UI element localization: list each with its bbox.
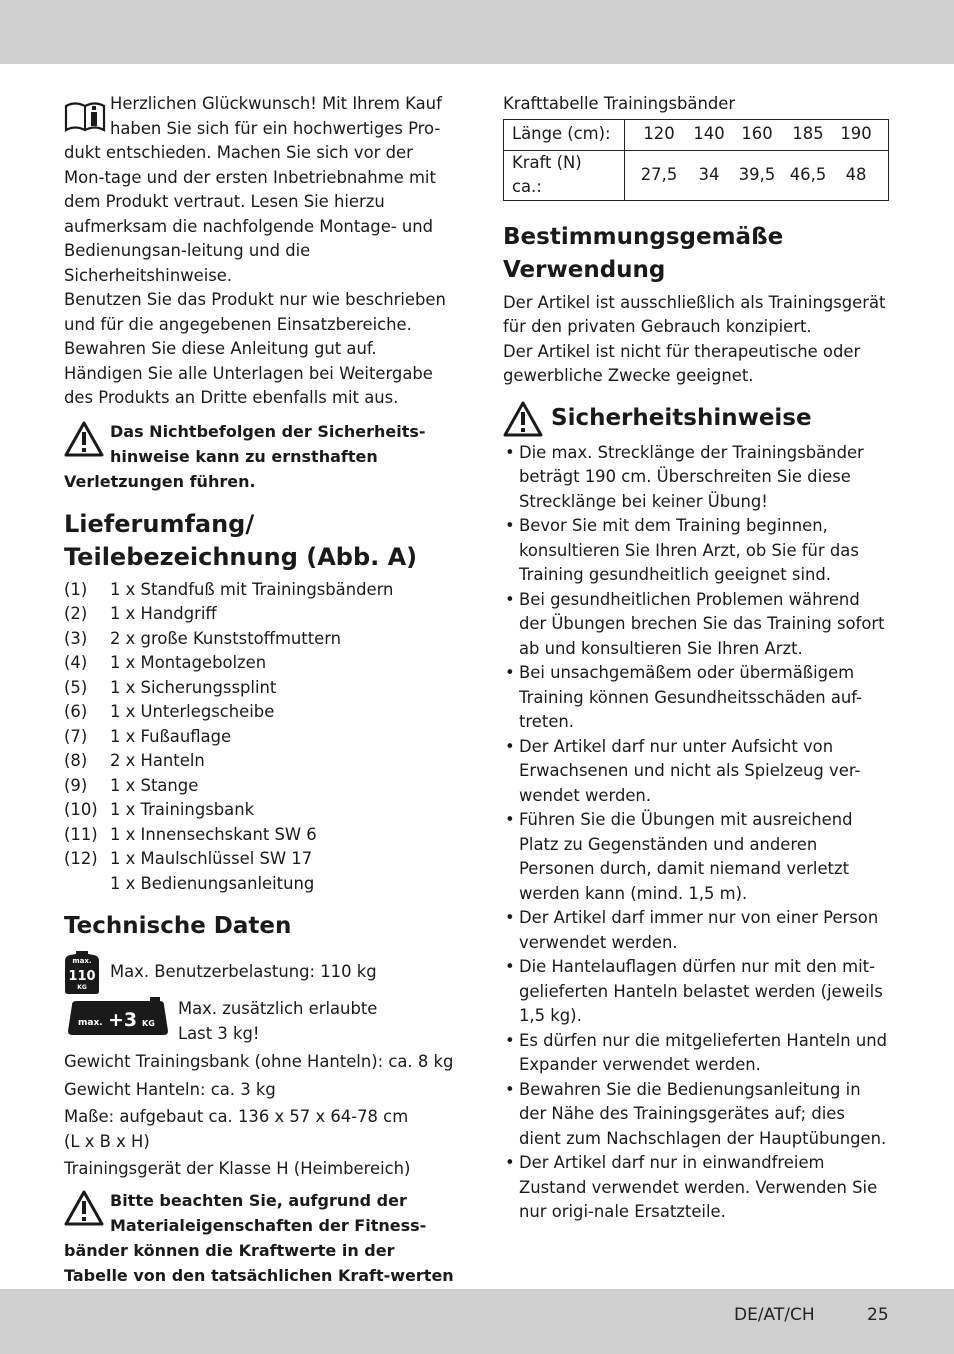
spec-line: Gewicht Hanteln: ca. 3 kg	[64, 1079, 276, 1099]
part-text: 1 x Trainingsbank	[110, 800, 255, 819]
part-number: (10)	[64, 800, 98, 819]
parts-list	[64, 578, 456, 897]
intro-warning-text: Das Nichtbefolgen der Sicherheits-hinweise kann zu ernsthaften Verletzungen führen.	[64, 421, 426, 491]
kraft-values-cell	[625, 150, 889, 200]
list-item	[64, 578, 456, 603]
weight-limit-icon	[64, 949, 100, 995]
list-item	[64, 725, 456, 750]
table-row	[504, 119, 889, 150]
addon-load-line-2: Last 3 kg!	[178, 1023, 260, 1043]
addon-load-text	[178, 997, 377, 1046]
kraft-value: 34	[698, 164, 720, 184]
list-item: • Es dürfen nur die mitgelieferten Hanteln und Expander verwendet werden.	[503, 1029, 889, 1078]
list-item	[64, 627, 456, 652]
part-text: 1 x Handgriff	[110, 604, 217, 623]
kraft-values-cell	[625, 119, 889, 150]
tech-heading: Technische Daten	[64, 913, 292, 939]
right-column	[503, 92, 889, 1225]
list-item	[64, 872, 456, 897]
list-item	[64, 847, 456, 872]
kraft-row-label: Länge (cm):	[504, 119, 625, 150]
weight-icon-value: 110	[68, 969, 96, 984]
list-item: • Führen Sie die Übungen mit ausreichend Platz zu Gegenständen und anderen Personen durch, damit niemand verletzt werden kann (mind. 1,5 m).	[503, 808, 889, 906]
usage-heading	[503, 221, 889, 287]
warning-triangle-icon	[64, 1190, 104, 1226]
warning-triangle-icon	[503, 401, 543, 437]
spec-line: Maße: aufgebaut ca. 136 x 57 x 64-78 cm	[64, 1107, 409, 1126]
part-number: (1)	[64, 579, 88, 599]
list-item: • Bei gesundheitlichen Problemen während der Übungen brechen Sie das Training sofort ab und konsultieren Sie Ihren Arzt.	[503, 588, 889, 662]
spec-line: (L x B x H)	[64, 1131, 150, 1151]
kraft-row-label: Kraft (N) ca.:	[504, 150, 625, 200]
safety-heading-row	[503, 401, 889, 437]
part-text: 1 x Unterlegscheibe	[110, 702, 275, 721]
kraft-value: 120	[643, 124, 675, 144]
list-item: • Die max. Strecklänge der Trainingsbänder beträgt 190 cm. Überschreiten Sie diese Strecklänge bei keiner Übung!	[503, 441, 889, 515]
list-item	[64, 651, 456, 676]
part-text: 1 x Innensechskant SW 6	[110, 824, 317, 844]
addon-load-line-1: Max. zusätzlich erlaubte	[178, 999, 378, 1018]
list-item: • Bewahren Sie die Bedienungsanleitung in der Nähe des Trainingsgerätes auf; dies dient zum Nachschlagen der Hauptübungen.	[503, 1078, 889, 1152]
part-number	[64, 872, 110, 897]
kraft-value: 39,5	[738, 164, 776, 184]
list-item	[64, 749, 456, 774]
scope-heading-line-2: Teilebezeichnung (Abb. A)	[64, 542, 418, 571]
list-item: • Die Hantelauflagen dürfen nur mit den mit-gelieferten Hanteln belastet werden (jeweils 1,5 kg).	[503, 955, 889, 1029]
list-item: • Der Artikel darf immer nur von einer Person verwendet werden.	[503, 906, 889, 955]
usage-heading-line-1: Bestimmungsgemäße	[503, 223, 784, 250]
table-row	[504, 150, 889, 200]
spec-line: Trainingsgerät der Klasse H (Heimbereich)	[64, 1159, 411, 1178]
part-number: (8)	[64, 751, 88, 770]
list-item: • Der Artikel darf nur unter Aufsicht von Erwachsenen und nicht als Spielzeug ver-wendet werden.	[503, 735, 889, 809]
part-text: 1 x Stange	[110, 775, 199, 795]
list-item: • Bevor Sie mit dem Training beginnen, konsultieren Sie Ihren Arzt, ob Sie für das Training gesundheitlich geeignet sind.	[503, 514, 889, 588]
intro-paragraph-1: Herzlichen Glückwunsch! Mit Ihrem Kauf haben Sie sich für ein hochwertiges Pro-dukt entschieden. Machen Sie sich vor der Mon-tage und der ersten Inbetriebnahme mit dem Produkt vertraut. Lesen Sie hierzu aufmerksam die nachfolgende Montage- und Bedienungsan-leitung und die Sicherheitshinweise.	[64, 94, 442, 285]
list-item	[64, 700, 456, 725]
safety-heading: Sicherheitshinweise	[551, 405, 812, 431]
left-column	[64, 92, 456, 1313]
max-load-row	[64, 949, 456, 995]
part-number: (6)	[64, 702, 88, 721]
kraft-value: 185	[792, 124, 824, 144]
list-item	[64, 823, 456, 848]
list-item	[64, 602, 456, 627]
part-number: (5)	[64, 677, 88, 697]
intro-warning	[64, 419, 456, 494]
addon-icon-value: +3	[108, 1009, 138, 1031]
list-item	[64, 798, 456, 823]
scope-heading	[64, 508, 456, 574]
tech-specs	[64, 1050, 456, 1182]
scope-heading-line-1: Lieferumfang/	[64, 509, 255, 538]
part-number: (7)	[64, 726, 88, 746]
kraft-value: 46,5	[789, 164, 827, 184]
info-book-icon	[64, 98, 106, 132]
usage-heading-line-2: Verwendung	[503, 256, 666, 283]
addon-icon-unit: KG	[142, 1019, 155, 1028]
part-text: 1 x Standfuß mit Trainingsbändern	[110, 579, 394, 599]
part-number: (4)	[64, 653, 88, 672]
warning-triangle-icon	[64, 421, 104, 457]
weight-icon-top: max.	[72, 957, 92, 965]
kraft-value: 160	[741, 124, 773, 144]
footer-region: DE/AT/CH	[734, 1305, 815, 1325]
part-text: 1 x Sicherungssplint	[110, 677, 277, 697]
part-text: 2 x Hanteln	[110, 751, 205, 770]
usage-paragraph-2: Der Artikel ist nicht für therapeutische oder gewerbliche Zwecke geeignet.	[503, 341, 861, 385]
spec-line: Gewicht Trainingsbank (ohne Hanteln): ca. 8 kg	[64, 1052, 454, 1071]
part-number: (11)	[64, 824, 98, 844]
addon-icon-prefix: max.	[78, 1018, 103, 1028]
part-text: 1 x Maulschlüssel SW 17	[110, 849, 313, 868]
intro-paragraph-2: Benutzen Sie das Produkt nur wie beschrieben und für die angegebenen Einsatzbereiche. Bewahren Sie diese Anleitung gut auf. Händigen Sie alle Unterlagen bei Weitergabe des Produkts an Dritte ebenfalls mit aus.	[64, 290, 446, 407]
kraft-value: 48	[845, 164, 867, 184]
part-text: 1 x Bedienungsanleitung	[110, 873, 315, 893]
kraft-value: 140	[693, 124, 725, 144]
weight-icon-unit: KG	[77, 984, 87, 991]
additional-load-icon	[64, 997, 172, 1037]
page-number: 25	[867, 1305, 889, 1325]
kraft-value: 27,5	[640, 164, 678, 184]
part-text: 1 x Montagebolzen	[110, 653, 267, 672]
kraft-caption: Krafttabelle Trainingsbänder	[503, 94, 736, 113]
safety-list	[503, 441, 889, 1225]
tech-warning-text: Bitte beachten Sie, aufgrund der Materialeigenschaften der Fitness-bänder können die Kraftwerte in der Tabelle von den tatsächlichen Kraft-werten	[64, 1190, 454, 1285]
part-number: (3)	[64, 628, 88, 648]
list-item: • Der Artikel darf nur in einwandfreiem Zustand verwendet werden. Verwenden Sie nur origi-nale Ersatzteile.	[503, 1151, 889, 1225]
list-item	[64, 676, 456, 701]
kraft-table	[503, 119, 889, 201]
header-band	[0, 0, 954, 64]
part-number: (9)	[64, 775, 88, 795]
part-text: 2 x große Kunststoffmuttern	[110, 628, 342, 648]
usage-paragraph-1: Der Artikel ist ausschließlich als Trainingsgerät für den privaten Gebrauch konzipiert.	[503, 292, 886, 336]
list-item	[64, 774, 456, 799]
kraft-value: 190	[840, 124, 872, 144]
addon-load-row	[64, 997, 456, 1046]
part-text: 1 x Fußauflage	[110, 726, 232, 746]
list-item: • Bei unsachgemäßem oder übermäßigem Training können Gesundheitsschäden auf-treten.	[503, 661, 889, 735]
part-number: (12)	[64, 849, 98, 868]
intro-section	[64, 92, 456, 411]
max-load-text: Max. Benutzerbelastung: 110 kg	[110, 961, 377, 981]
part-number: (2)	[64, 604, 88, 623]
